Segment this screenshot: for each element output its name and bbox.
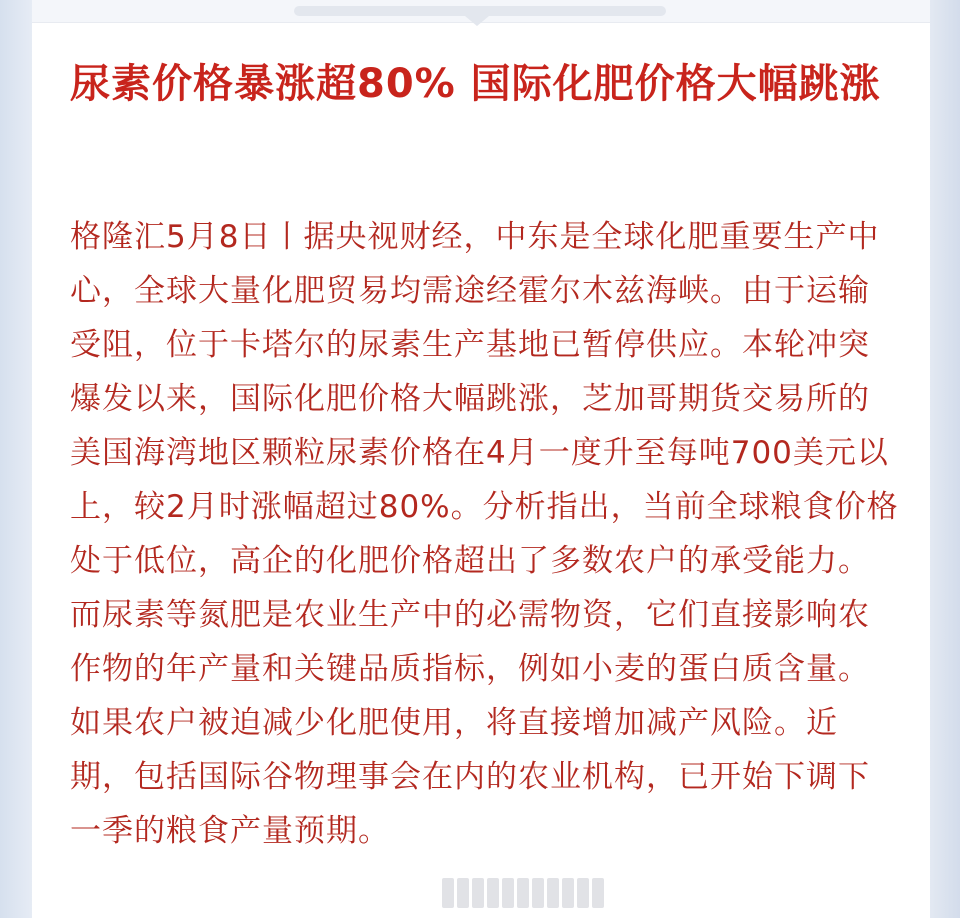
article-body: 格隆汇5月8日丨据央视财经，中东是全球化肥重要生产中心，全球大量化肥贸易均需途经霍尔木兹海峡。由于运输受阻，位于卡塔尔的尿素生产基地已暂停供应。本轮冲突爆发以来，国际化肥价格大幅跳涨，芝加哥期货交易所的美国海湾地区颗粒尿素价格在4月一度升至每吨700美元以上，较2月时涨幅超过80%。分析指出，当前全球粮食价格处于低位，高企的化肥价格超出了多数农户的承受能力。而尿素等氮肥是农业生产中的必需物资，它们直接影响农作物的年产量和关键品质指标，例如小麦的蛋白质含量。如果农户被迫减少化肥使用，将直接增加减产风险。近期，包括国际谷物理事会在内的农业机构，已开始下调下一季的粮食产量预期。	[70, 219, 899, 849]
collapsed-bar	[294, 6, 666, 16]
watermark	[442, 878, 604, 914]
side-edge	[930, 0, 960, 918]
pointer-notch	[465, 16, 489, 26]
article-card	[32, 0, 930, 918]
article-title: 尿素价格暴涨超80% 国际化肥价格大幅跳涨	[70, 61, 881, 107]
